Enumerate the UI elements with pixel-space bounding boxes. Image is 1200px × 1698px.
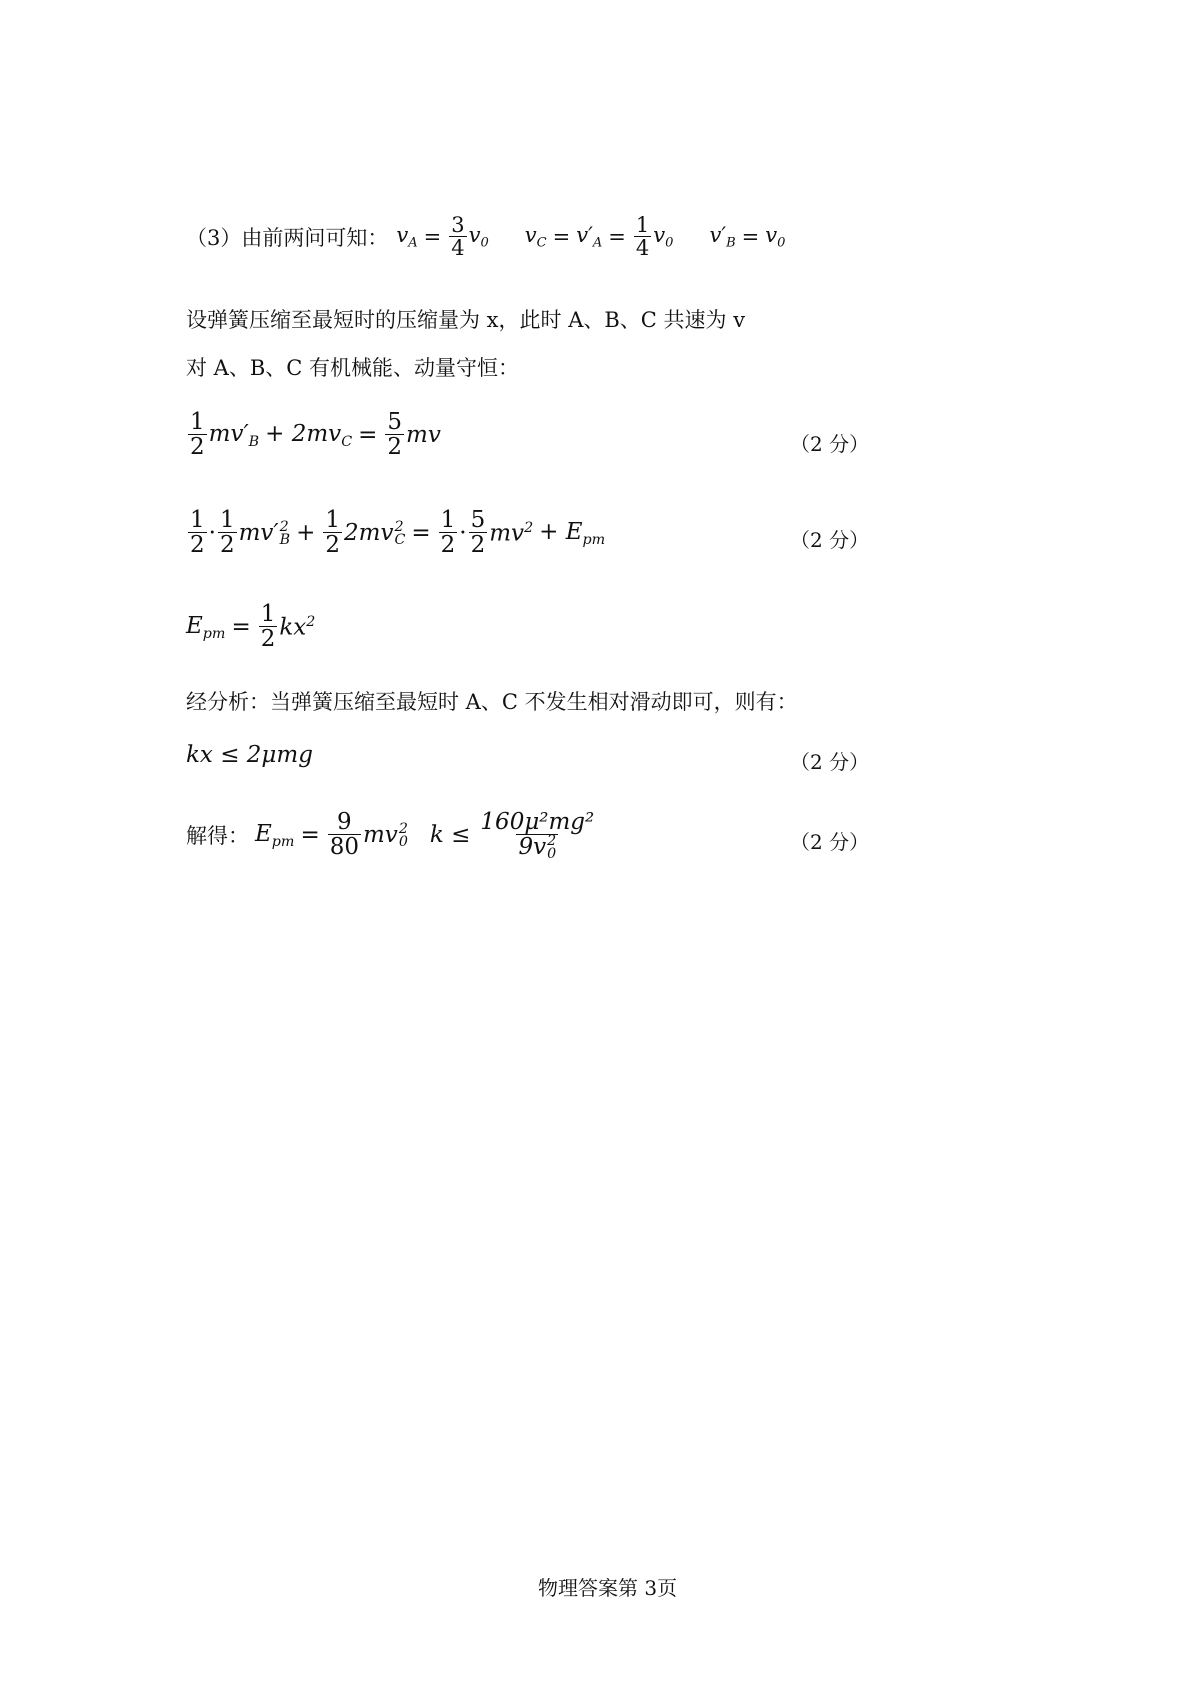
score-eq5: （2 分）: [790, 830, 870, 854]
vA-symbol: $v_A$: [396, 223, 418, 251]
equation-result: 解得： $E_{pm}$ = $\frac{9}{80}$ mv 2 0 k ≤ 160μ²mg² 9v 2 0: [186, 809, 595, 863]
equation-momentum: $\frac{1}{2}$ $mv'_B$ + $2mv_C$ = $\frac{5}{2}$ mv: [190, 409, 441, 461]
score-eq1: （2 分）: [790, 432, 870, 456]
intro-line: （3）由前两问可知： $v_A$ = $\frac{3}{4}$ $v_0$ $v_C$ = $v'_A$ = $\frac{1}{4}$ $v_0$ $v'_B$ = $v_0$: [186, 213, 786, 261]
equation-energy: $\frac{1}{2}$ · $\frac{1}{2}$ mv′ 2 B + $\frac{1}{2}$ 2mv 2 C = $\frac{1}{2}$ · $\frac{5}{2}$ $mv^2$ + $E_{pm}$: [190, 507, 606, 559]
vC-symbol: $v_C$: [524, 223, 547, 251]
text-line-1: 设弹簧压缩至最短时的压缩量为 x，此时 A、B、C 共速为 v: [186, 308, 746, 332]
vC-fraction: $\frac{1}{4}$: [635, 213, 650, 261]
vB-symbol: $v'_B$: [709, 223, 736, 251]
text-line-2: 对 A、B、C 有机械能、动量守恒：: [186, 356, 520, 380]
equation-inequality: kx ≤ 2μmg: [186, 742, 313, 768]
intro-label: （3）由前两问可知：: [186, 226, 389, 251]
score-eq4: （2 分）: [790, 750, 870, 774]
text-line-3: 经分析：当弹簧压缩至最短时 A、C 不发生相对滑动即可，则有：: [186, 690, 798, 714]
score-eq2: （2 分）: [790, 528, 870, 552]
page-footer: 物理答案第 3页: [538, 1576, 678, 1600]
equation-spring-energy: $E_{pm}$ = $\frac{1}{2}$ $kx^2$: [186, 601, 316, 653]
vA-fraction: $\frac{3}{4}$: [451, 213, 465, 261]
